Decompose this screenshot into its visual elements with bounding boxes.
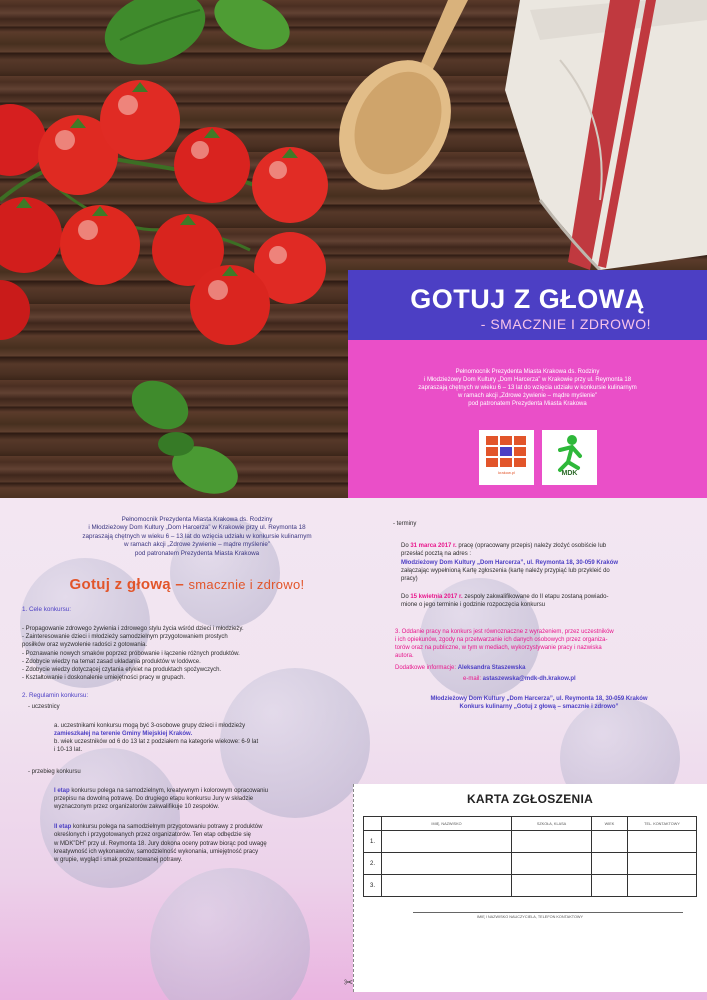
consent-line: i ich opiekunów, zgody na przetwarzanie ich danych osobowych przez organiza- [395, 636, 608, 643]
wooden-spoon [317, 0, 473, 209]
blueberry-decoration [150, 868, 310, 1000]
left-column [22, 516, 352, 864]
table-header-cell: TEL. KONTAKTOWY [628, 817, 697, 831]
row-number: 2. [364, 853, 382, 875]
intro-line: pod patronatem Prezydenta Miasta Krakowa [134, 549, 260, 557]
goal-item: - Zainteresowanie dzieci i młodzieży samodzielnym przygotowaniem prostych [22, 634, 228, 641]
term-one-text: załączając wypełnioną Kartę zgłoszenia (kartę należy przypiąć lub przykleić do [401, 567, 610, 574]
leaflet-title-sub: smacznie i zdrowo! [188, 577, 305, 593]
table-header-cell: IMIĘ, NAZWISKO [382, 817, 512, 831]
stage-two-text: w MDK”DH” przy ul. Reymonta 18. Jury dokona oceny potraw biorąc pod uwagę [54, 840, 267, 847]
goal-item: - Zdobycie wiedzy na temat zasad układania produktów w lodówce. [22, 658, 201, 665]
consent-line: autora. [395, 653, 414, 660]
term-one-pre: Do [401, 543, 411, 550]
mdk-logo-text: MDK [561, 470, 578, 477]
registration-form [353, 784, 707, 992]
goals-list [22, 625, 352, 682]
table-header-cell: WIEK [592, 817, 628, 831]
name-field[interactable] [382, 831, 512, 853]
stage-two-text: konkursu polega na samodzielnym przygotowaniu potrawy z produktów [71, 824, 263, 831]
table-row [364, 875, 697, 897]
krakow-logo [479, 430, 534, 485]
phone-field[interactable] [628, 831, 697, 853]
term-one-text: pracy) [401, 576, 418, 583]
row-number: 3. [364, 875, 382, 897]
participants-rule-b-cont: i 10-13 lat. [54, 747, 83, 754]
cut-line [353, 784, 354, 992]
stage-one-text: konkursu polega na samodzielnym, kreatywnym i kolorowym opracowaniu [69, 787, 269, 794]
table-header-cell: SZKOŁA, KLASA [512, 817, 592, 831]
signature-label: IMIĘ I NAZWISKO NAUCZYCIELA, TELEFON KONTAKTOWY [476, 915, 584, 919]
participants-rule-b: b. wiek uczestników od 6 do 13 lat z podziałem na kategorie wiekowe: 6-9 lat [54, 739, 259, 746]
footer-address: Młodzieżowy Dom Kultury „Dom Harcerza”, ul. Reymonta 18, 30-059 Kraków [430, 695, 648, 702]
stage-one-text: przepisu na dowolną potrawę. Do drugiego etapu konkursu Jury w składzie [54, 795, 254, 802]
consent-line: torów oraz na publiczne, w tym w mediach, wykorzystywanie pracy i nazwiska [395, 645, 602, 652]
basil-leaves-bottom [123, 371, 244, 498]
intro-line: Pełnomocnik Prezydenta Miasta Krakowa ds. Rodziny [121, 516, 273, 523]
term-one-address: Młodzieżowy Dom Kultury „Dom Harcerza”, ul. Reymonta 18, 30-059 Kraków [401, 559, 619, 566]
form-title: KARTA ZGŁOSZENIA [466, 792, 594, 806]
registration-table [363, 816, 697, 897]
table-row [364, 831, 697, 853]
basil-leaves-top [95, 0, 299, 78]
intro-line: zapraszają chętnych w wieku 6 – 13 lat do wzięcia udziału w konkursie kulinarnym [82, 532, 312, 540]
stage-one-label: I etap [54, 787, 70, 794]
rules-heading: 2. Regulamin konkursu: [22, 692, 89, 700]
participants-rules [22, 722, 352, 755]
invitation-line: Pełnomocnik Prezydenta Miasta Krakowa ds. Rodziny [455, 369, 600, 375]
term-one-text: pracę (opracowany przepis) należy złożyć osobiście lub [456, 543, 607, 550]
term-two-pre: Do [401, 594, 411, 601]
info-label: Dodatkowe informacje: [395, 665, 458, 672]
row-number: 1. [364, 831, 382, 853]
stage-two-text: kreatywność ich wykonawców, samodzielność wykonania, umiejętność pracy [54, 848, 259, 855]
stage-two-text: w grupie, wygląd i smak prezentowanej potrawy. [54, 857, 183, 864]
goal-item: - Propagowanie zdrowego żywienia i zdrowego stylu życia wśród dzieci i młodzieży. [22, 626, 244, 633]
course-label: - przebieg konkursu [28, 769, 81, 776]
school-field[interactable] [512, 853, 592, 875]
mdk-logo [542, 430, 597, 485]
term-one [393, 542, 685, 583]
invitation-band [348, 340, 707, 498]
invitation-line: zapraszają chętnych w wieku 6 – 13 lat do wzięcia udziału w konkursie kulinarnym [418, 385, 637, 391]
participants-label: - uczestnicy [28, 704, 60, 711]
goal-item: posiłków oraz wyzwolenie radości z gotowania. [22, 642, 148, 649]
name-field[interactable] [382, 853, 512, 875]
footer-block [393, 695, 685, 711]
name-field[interactable] [382, 875, 512, 897]
terms-label: - terminy [393, 521, 417, 527]
leaflet-intro [62, 516, 332, 558]
title-band [348, 270, 707, 340]
term-two-date: 15 kwietnia 2017 r. [410, 594, 463, 601]
invitation-line: w ramach akcji „Zdrowe żywienie – mądre myślenie” [457, 393, 598, 399]
stage-two-text: określonych i przygotowanych przez organizatorów. Ten etap odbędzie się [54, 832, 252, 839]
poster-subtitle: - SMACZNIE I ZDROWO! [480, 316, 651, 332]
email-link[interactable]: astaszewska@mdk-dh.krakow.pl [482, 675, 576, 682]
kitchen-towel [505, 0, 707, 270]
contact-info [393, 664, 685, 672]
participants-rule-a-area: zamieszkałej na terenie Gminy Miejskiej Kraków. [54, 730, 193, 737]
term-two-text: zespoły zakwalifikowane do II etapu zostaną powiado- [462, 594, 609, 601]
school-field[interactable] [512, 831, 592, 853]
goal-item: - Poznawanie nowych smaków poprzez próbowanie i łączenie różnych produktów. [22, 650, 240, 657]
table-header-cell [364, 817, 382, 831]
cherry-tomatoes [0, 80, 328, 345]
poster-title: GOTUJ Z GŁOWĄ [410, 284, 645, 314]
consent-block [393, 628, 685, 661]
leaflet-title [22, 576, 352, 594]
term-one-date: 31 marca 2017 r. [410, 543, 457, 550]
participants-rule-a: a. uczestnikami konkursu mogą być 3-osobowe grupy dzieci i młodzieży [54, 722, 246, 729]
right-column [393, 520, 685, 711]
term-two [393, 593, 685, 609]
table-header-row [364, 817, 697, 831]
stage-one-text: wyznaczonym przez organizatorów zakwalifikuje 10 zespołów. [54, 804, 220, 811]
phone-field[interactable] [628, 853, 697, 875]
age-field[interactable] [592, 831, 628, 853]
goals-heading: 1. Cele konkursu: [22, 606, 72, 614]
age-field[interactable] [592, 853, 628, 875]
stage-two [22, 823, 352, 864]
intro-line: w ramach akcji „Zdrowe żywienie – mądre myślenie” [124, 541, 270, 549]
stage-one [22, 787, 352, 812]
goal-item: - Zdobycie wiedzy dotyczącej czytania etykiet na produktach spożywczych. [22, 667, 222, 674]
goal-item: - Kształtowanie i doskonalenie umiejętności pracy w grupach. [22, 675, 186, 682]
hero-photo [0, 0, 707, 498]
signature-line[interactable] [413, 912, 683, 913]
footer-contest: Konkurs kulinarny „Gotuj z głową – smacznie i zdrowo” [459, 704, 619, 711]
consent-line: 3. Oddanie pracy na konkurs jest równoznaczne z wyrażeniem, przez uczestników [395, 628, 614, 635]
leaflet-title-main: Gotuj z głową – [69, 576, 185, 594]
stage-two-label: II etap [54, 824, 72, 831]
krakow-logo-text: krakow.pl [498, 470, 515, 475]
term-two-text: mione o jego terminie i godzinie rozpoczęcia konkursu [401, 602, 546, 609]
age-field[interactable] [592, 875, 628, 897]
intro-line: i Młodzieżowy Dom Kultury „Dom Harcerza” w Krakowie przy ul. Reymonta 18 [88, 524, 306, 532]
scissors-icon: ✂ [344, 977, 354, 989]
contact-email [393, 675, 685, 683]
invitation-line: pod patronatem Prezydenta Miasta Krakowa [468, 401, 587, 407]
email-label: e-mail: [463, 675, 483, 682]
school-field[interactable] [512, 875, 592, 897]
phone-field[interactable] [628, 875, 697, 897]
info-name: Aleksandra Staszewska [457, 665, 526, 672]
term-one-text: przesłać pocztą na adres : [401, 551, 472, 558]
invitation-text [366, 368, 689, 408]
table-row [364, 853, 697, 875]
invitation-line: i Młodzieżowy Dom Kultury „Dom Harcerza” w Krakowie przy ul. Reymonta 18 [423, 377, 632, 383]
